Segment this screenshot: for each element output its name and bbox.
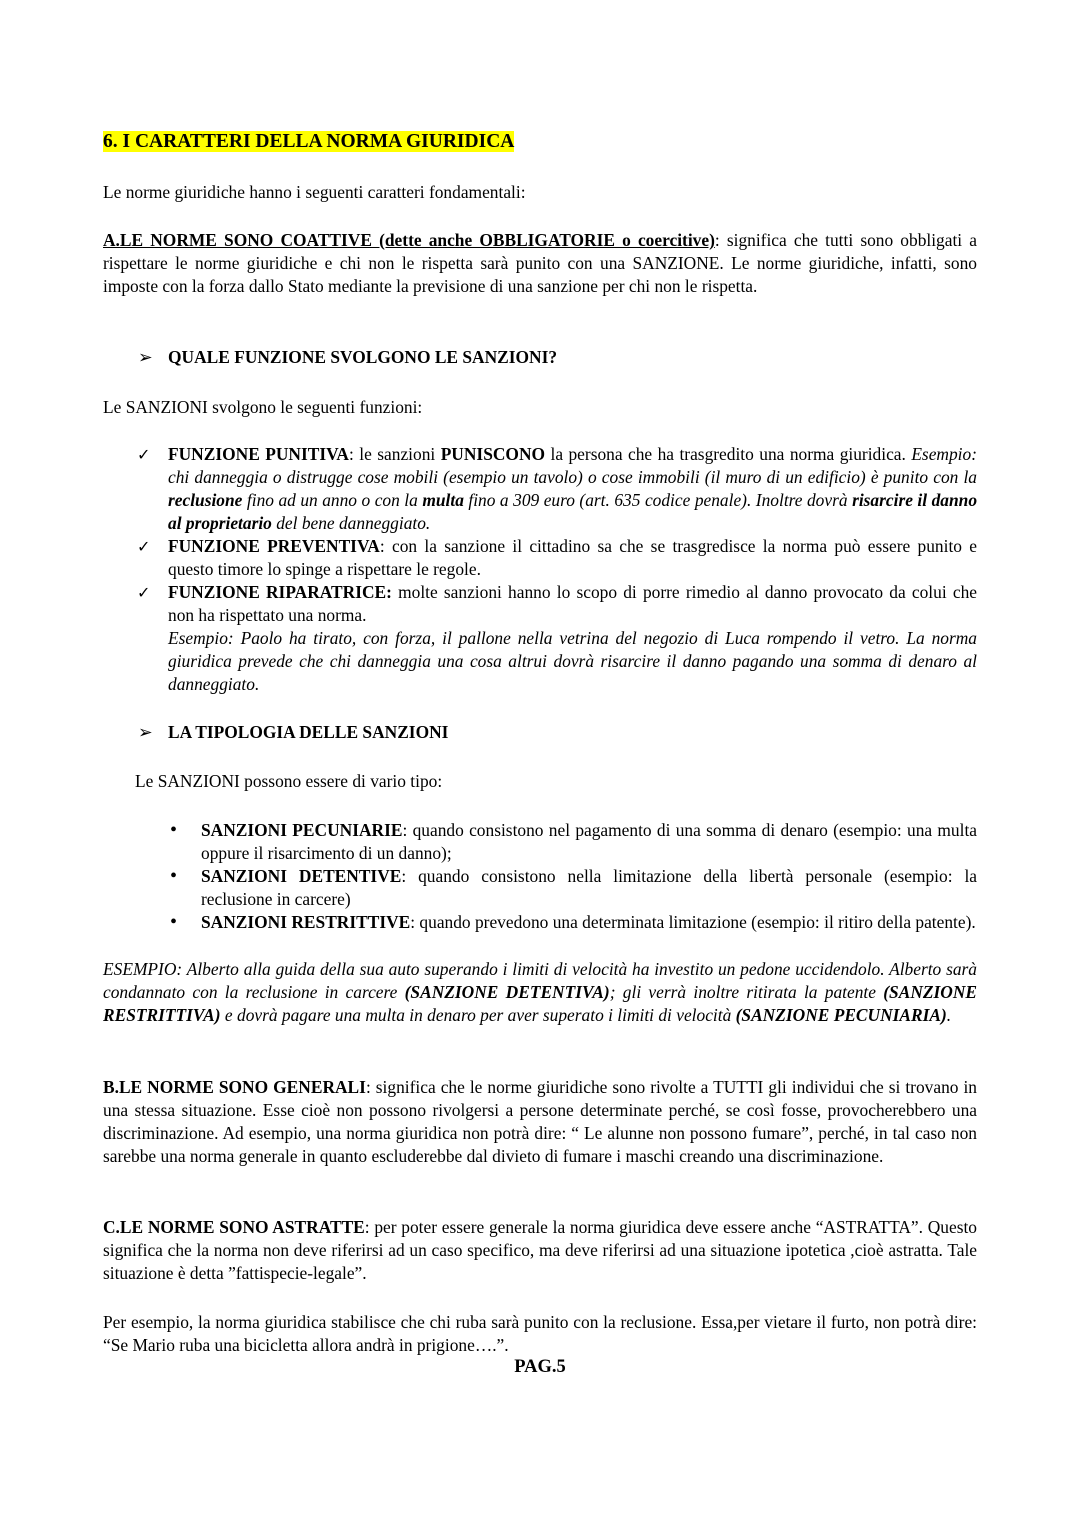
riparatrice-label: FUNZIONE RIPARATRICE:	[168, 582, 392, 602]
bullet-dot-icon: •	[170, 865, 178, 887]
punitiva-example-5: fino a 309 euro (art. 635 codice penale). Inoltre dovrà	[463, 490, 853, 510]
final-paragraph: Per esempio, la norma giuridica stabilisce che chi ruba sarà punito con la reclusione. Essa,per vietare il furto, non potrà dire: “Se Mario ruba una bicicletta allora andrà in prigione….”.	[103, 1312, 977, 1355]
list-item-detentive	[170, 865, 977, 911]
arrow-bullet-icon: ➢	[138, 722, 153, 742]
restrittive-text: : quando prevedono una determinata limitazione (esempio: il ritiro della patente).	[410, 912, 976, 932]
intro-paragraph: Le norme giuridiche hanno i seguenti caratteri fondamentali:	[103, 182, 526, 202]
subheading-funzioni	[138, 346, 557, 369]
punitiva-example-6: risarcire il danno al proprietario	[168, 490, 978, 533]
heading-highlight: 6. I CARATTERI DELLA NORMA GIURIDICA	[103, 131, 515, 152]
section-b-paragraph	[103, 1076, 977, 1168]
list-item-restrittive	[170, 911, 977, 934]
section-c-paragraph	[103, 1216, 977, 1285]
esempio-restrittiva: (SANZIONE RESTRITTIVA)	[103, 982, 977, 1025]
restrittive-label: SANZIONI RESTRITTIVE	[201, 912, 411, 932]
page-number: PAG.5	[514, 1357, 566, 1377]
esempio-detentiva: (SANZIONE DETENTIVA)	[404, 982, 610, 1002]
punitiva-example-3: fino ad un anno o con la	[242, 490, 423, 510]
section-a-paragraph	[103, 229, 977, 298]
bullet-dot-icon: •	[170, 911, 178, 933]
detentive-text: : quando consistono nella limitazione della libertà personale (esempio: la reclusione in carcere)	[201, 866, 977, 909]
checkmark-icon: ✓	[137, 583, 151, 602]
punitiva-text-2: PUNISCONO	[440, 444, 546, 464]
esempio-text-1: ESEMPIO: Alberto alla guida della sua auto superando i limiti di velocità ha investito un pedone uccidendolo. Alberto sarà condannato con la reclusione in carcere	[103, 959, 977, 1002]
pecuniarie-label: SANZIONI PECUNIARIE	[201, 820, 403, 840]
punitiva-example-2: reclusione	[168, 490, 243, 510]
riparatrice-example: Esempio: Paolo ha tirato, con forza, il pallone nella vetrina del negozio di Luca rompendo il vetro. La norma giuridica prevede che chi danneggia una cosa altrui dovrà risarcire il danno pagando una somma di denaro al danneggiato.	[168, 628, 977, 694]
checkmark-icon: ✓	[137, 537, 151, 556]
punitiva-example-7: del bene danneggiato.	[271, 513, 431, 533]
section-a-text: : significa che tutti sono obbligati a rispettare le norme giuridiche e chi non le rispetta sarà punito con una SANZIONE. Le norme giuridiche, infatti, sono imposte con la forza dallo Stato mediante la previsione di una sanzione per chi non le rispetta.	[103, 230, 977, 296]
esempio-text-4: .	[946, 1005, 952, 1025]
list-item-pecuniarie	[170, 819, 978, 865]
section-c-text: : per poter essere generale la norma giuridica deve essere anche “ASTRATTA”. Questo significa che la norma non deve riferirsi ad un caso specifico, ma deve riferirsi ad una situazione ipotetica ,cioè astratta. Tale situazione è detta ”fattispecie-legale”.	[103, 1217, 977, 1283]
section-b-title: B.LE NORME SONO GENERALI	[103, 1077, 366, 1097]
subheading-tipologia	[138, 721, 448, 744]
funzioni-intro: Le SANZIONI svolgono le seguenti funzioni:	[103, 397, 423, 417]
list-item-preventiva	[137, 535, 977, 581]
esempio-paragraph	[103, 958, 977, 1027]
section-c-title: C.LE NORME SONO ASTRATTE	[103, 1217, 365, 1237]
arrow-bullet-icon: ➢	[138, 347, 153, 367]
esempio-text-2: ; gli verrà inoltre ritirata la patente	[609, 982, 884, 1002]
pecuniarie-text: : quando consistono nel pagamento di una somma di denaro (esempio: una multa oppure il risarcimento di un danno);	[201, 820, 978, 863]
detentive-label: SANZIONI DETENTIVE	[201, 866, 402, 886]
punitiva-example-1: Esempio: chi danneggia o distrugge cose mobili (esempio un tavolo) o cose immobili (il muro di un edificio) è punito con la	[168, 444, 977, 487]
tipi-list	[170, 819, 978, 934]
list-item-riparatrice	[137, 581, 977, 696]
section-b-text: : significa che le norme giuridiche sono rivolte a TUTTI gli individui che si trovano in una stessa situazione. Esse cioè non possono rivolgersi a persone determinate perché, se così fosse, provocherebbero una discriminazione. Ad esempio, una norma giuridica non potrà dire: “ Le alunne non possono fumare”, perché, in tal caso non sarebbe una norma generale in quanto escluderebbe dal divieto di fumare i maschi creando una discriminazione.	[103, 1077, 978, 1166]
riparatrice-text: molte sanzioni hanno lo scopo di porre rimedio al danno provocato da colui che non ha rispettato una norma.	[168, 582, 977, 625]
subheading-tipologia-text: LA TIPOLOGIA DELLE SANZIONI	[168, 722, 449, 742]
tipi-intro: Le SANZIONI possono essere di vario tipo:	[135, 771, 443, 791]
punitiva-label: FUNZIONE PUNITIVA	[168, 444, 349, 464]
preventiva-text: : con la sanzione il cittadino sa che se trasgredisce la norma può essere punito e questo timore lo spinge a rispettare le regole.	[168, 536, 977, 579]
preventiva-label: FUNZIONE PREVENTIVA	[168, 536, 380, 556]
bullet-dot-icon: •	[170, 819, 178, 841]
subheading-funzioni-text: QUALE FUNZIONE SVOLGONO LE SANZIONI?	[168, 347, 558, 367]
funzioni-list	[137, 443, 978, 696]
section-heading	[103, 130, 977, 153]
section-a-title: A.LE NORME SONO COATTIVE (dette anche OBBLIGATORIE o coercitive)	[103, 230, 715, 250]
punitiva-text-1: : le sanzioni	[349, 444, 441, 464]
list-item-punitiva	[137, 443, 978, 535]
esempio-text-3: e dovrà pagare una multa in denaro per aver superato i limiti di velocità	[220, 1005, 736, 1025]
esempio-pecuniaria: (SANZIONE PECUNIARIA)	[735, 1005, 947, 1025]
punitiva-example-4: multa	[422, 490, 464, 510]
checkmark-icon: ✓	[137, 445, 151, 464]
punitiva-text-3: la persona che ha trasgredito una norma giuridica.	[545, 444, 912, 464]
